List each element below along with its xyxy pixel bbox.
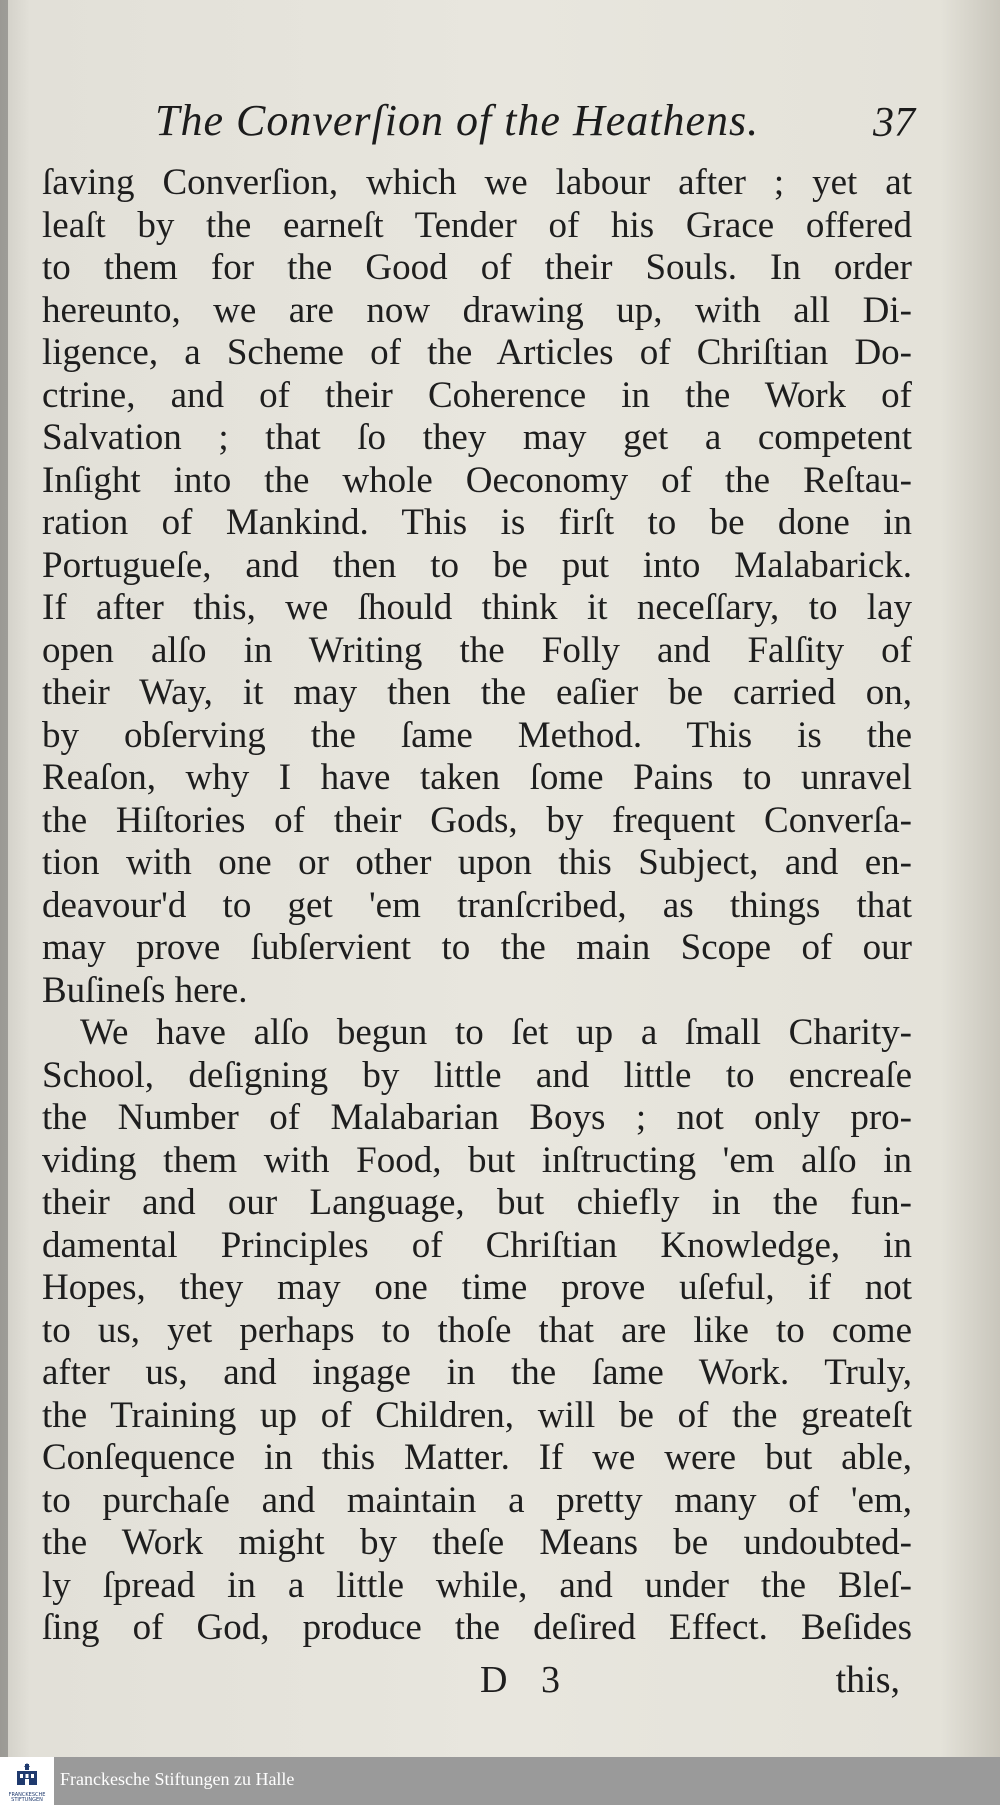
text-line: the Number of Malabarian Boys ; not only pro- bbox=[42, 1097, 912, 1138]
text-line: We have alſo begun to ſet up a ſmall Charity- bbox=[80, 1012, 912, 1053]
text-line: Inſight into the whole Oeconomy of the Reſtau- bbox=[42, 459, 912, 501]
footer-bar bbox=[0, 1757, 1000, 1805]
running-title: The Converſion of the Heathens. bbox=[155, 96, 760, 145]
text-line: If after this, we ſhould think it neceſſary, to lay bbox=[42, 587, 912, 628]
catchword: this, bbox=[835, 1659, 900, 1701]
logo-text: FRANCKESCHE STIFTUNGEN bbox=[8, 1792, 46, 1803]
text-line: ſaving Converſion, which we labour after ; yet at bbox=[42, 162, 912, 203]
text-line: Hopes, they may one time prove uſeful, if not bbox=[42, 1267, 912, 1308]
page-number: 37 bbox=[873, 100, 915, 146]
text-line: their and our Language, but chiefly in the fun- bbox=[42, 1182, 912, 1223]
text-line: leaſt by the earneſt Tender of his Grace offered bbox=[42, 204, 912, 246]
text-line: after us, and ingage in the ſame Work. Truly, bbox=[42, 1352, 912, 1393]
text-line: deavour'd to get 'em tranſcribed, as things that bbox=[42, 884, 912, 926]
text-line: ly ſpread in a little while, and under the Bleſ- bbox=[42, 1564, 912, 1606]
signature-mark: D 3 bbox=[480, 1659, 572, 1701]
text-line: the Work might by theſe Means be undoubted- bbox=[42, 1522, 912, 1563]
footer-credit: Franckesche Stiftungen zu Halle bbox=[60, 1769, 295, 1789]
text-line: may prove ſubſervient to the main Scope of our bbox=[42, 927, 912, 968]
text-line: ligence, a Scheme of the Articles of Chriſtian Do- bbox=[42, 332, 912, 373]
text-line: their Way, it may then the eaſier be carried on, bbox=[42, 672, 912, 713]
text-line: to them for the Good of their Souls. In order bbox=[42, 247, 912, 288]
text-line: Conſequence in this Matter. If we were but able, bbox=[42, 1437, 912, 1478]
text-line: Portugueſe, and then to be put into Malabarick. bbox=[42, 544, 912, 586]
text-line: to us, yet perhaps to thoſe that are like to come bbox=[42, 1309, 912, 1351]
text-line: ctrine, and of their Coherence in the Work of bbox=[42, 374, 912, 416]
text-line: the Hiſtories of their Gods, by frequent Converſa- bbox=[42, 799, 912, 841]
text-line: Salvation ; that ſo they may get a competent bbox=[42, 417, 912, 458]
text-line: viding them with Food, but inſtructing 'em alſo in bbox=[42, 1139, 912, 1181]
text-line: ſing of God, produce the deſired Effect. Beſides bbox=[42, 1607, 912, 1648]
text-line: by obſerving the ſame Method. This is the bbox=[42, 714, 912, 756]
page-header bbox=[155, 95, 925, 155]
text-line: ration of Mankind. This is firſt to be done in bbox=[42, 502, 912, 543]
text-line: tion with one or other upon this Subject, and en- bbox=[42, 842, 912, 883]
text-line: School, deſigning by little and little to encreaſe bbox=[42, 1054, 912, 1096]
body-text bbox=[42, 162, 912, 1650]
text-line: Reaſon, why I have taken ſome Pains to unravel bbox=[42, 757, 912, 798]
building-icon bbox=[14, 1763, 40, 1791]
franckesche-logo bbox=[0, 1757, 54, 1805]
text-line: hereunto, we are now drawing up, with all Di- bbox=[42, 289, 912, 331]
text-line: the Training up of Children, will be of the greateſt bbox=[42, 1394, 912, 1436]
text-line: damental Principles of Chriſtian Knowledge, in bbox=[42, 1224, 912, 1266]
text-line: open alſo in Writing the Folly and Falſity of bbox=[42, 629, 912, 671]
text-line: to purchaſe and maintain a pretty many of 'em, bbox=[42, 1479, 912, 1521]
text-line: Buſineſs here. bbox=[42, 969, 248, 1011]
